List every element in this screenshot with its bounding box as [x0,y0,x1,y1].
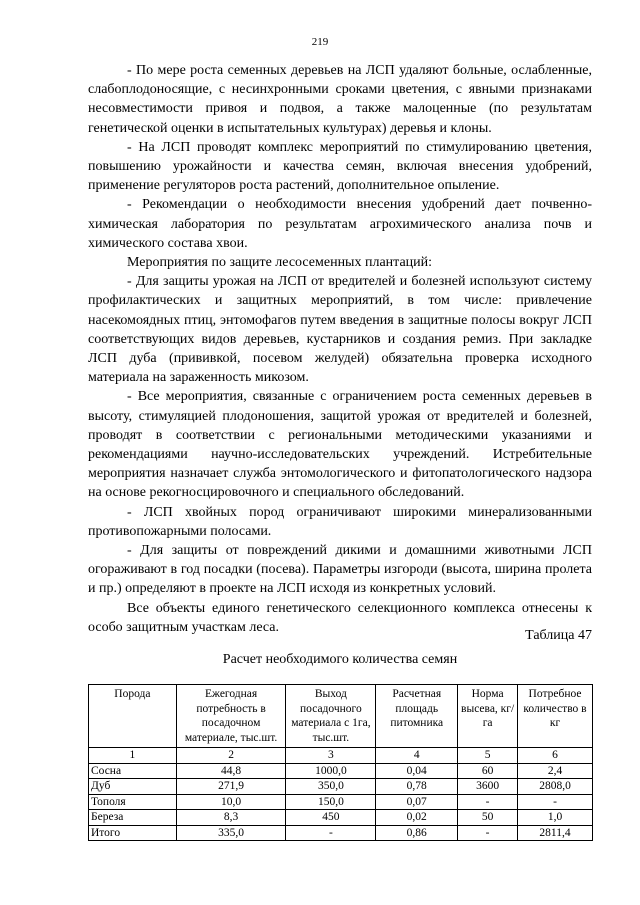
table-cell: 450 [286,810,376,826]
section-heading: Мероприятия по защите лесосеменных плантаций: [127,255,433,271]
paragraph: - Для защиты от повреждений дикими и домашними животными ЛСП огораживают в год посадки (посева). Параметры изгороди (высота, ширина пролета и пр.) определяют в проекте на ЛСП исходя из конкретных условий. [88,543,592,597]
paragraph: - Все мероприятия, связанные с ограничением роста семенных деревьев в высоту, стимуляцией плодоношения, защитой урожая от вредителей и болезней, проводят в соответствии с региональными методическими указаниями и рекомендациями научно-исследовательских учреждений. Истребительные мероприятия назначает служба энтомологического и фитопатологического надзора на основе рекогносцировочного и специального обследований. [88,389,592,501]
column-header: Расчетная площадь питомника [376,685,458,748]
table-title: Расчет необходимого количества семян [222,652,458,667]
table-cell: 0,04 [376,763,458,779]
table-cell: - [518,794,593,810]
table-cell: 44,8 [176,763,286,779]
column-number: 1 [89,748,177,764]
species-cell: Итого [89,825,177,841]
table-row [89,810,593,826]
column-number: 6 [518,748,593,764]
paragraph: - По мере роста семенных деревьев на ЛСП удаляют больные, ослабленные, слабоплодоносящие, с несинхронными сроками цветения, с явными признаками несовместимости привоя и подвоя, а также малоценные (по результатам генетической оценки в испытательных культурах) деревья и клоны. [88,63,592,136]
table-cell: 2811,4 [518,825,593,841]
paragraph: - Рекомендации о необходимости внесения удобрений дает почвенно-химическая лаборатория по результатам агрохимического анализа почв и химического состава хвои. [88,197,592,251]
table-cell: 350,0 [286,779,376,795]
column-number: 4 [376,748,458,764]
species-cell: Дуб [89,779,177,795]
paragraph: - На ЛСП проводят комплекс мероприятий по стимулированию цветения, повышению урожайности и качества семян, включая внесения удобрений, применение регуляторов роста растений, дополнительное опыление. [88,139,592,194]
species-cell: Сосна [89,763,177,779]
column-header: Потребное количество в кг [518,685,593,748]
table-header-row [89,685,593,748]
table-row [89,779,593,795]
paragraph: Все объекты единого генетического селекционного комплекса отнесены к особо защитным участкам леса. [88,600,592,635]
column-header: Порода [89,685,177,748]
table-cell: 60 [458,763,518,779]
table-cell: 335,0 [176,825,286,841]
body-text [88,61,592,637]
table-cell: 0,07 [376,794,458,810]
table-cell: - [458,794,518,810]
table-cell: 2,4 [518,763,593,779]
table-cell: 10,0 [176,794,286,810]
paragraph: - ЛСП хвойных пород ограничивают широкими минерализованными противопожарными полосами. [88,504,592,539]
total-row [89,825,593,841]
seed-calculation-table [88,684,593,841]
table-cell: 8,3 [176,810,286,826]
table-cell: 3600 [458,779,518,795]
column-number: 5 [458,748,518,764]
table-label: Таблица 47 [525,628,592,643]
table-row [89,794,593,810]
table-cell: 2808,0 [518,779,593,795]
table-cell: 1,0 [518,810,593,826]
table-cell: 0,02 [376,810,458,826]
column-number-row [89,748,593,764]
species-cell: Тополя [89,794,177,810]
table-cell: 1000,0 [286,763,376,779]
column-number: 3 [286,748,376,764]
column-number: 2 [176,748,286,764]
paragraph: - Для защиты урожая на ЛСП от вредителей и болезней используют систему профилактических и защитных мероприятий, в том числе: привлечение насекомоядных птиц, энтомофагов путем введения в защитные полосы вокруг ЛСП соответствующих видов деревьев, кустарников и создания ремиз. При закладке ЛСП дуба (прививкой, посевом желудей) обязательна проверка исходного материала на зараженность микозом. [88,274,592,386]
table-cell: 271,9 [176,779,286,795]
table-cell: - [458,825,518,841]
page-number: 219 [311,36,329,48]
table-cell: 150,0 [286,794,376,810]
column-header: Выход посадочного материала с 1га, тыс.шт. [286,685,376,748]
column-header: Ежегодная потребность в посадочном материале, тыс.шт. [176,685,286,748]
table-row [89,763,593,779]
table-cell: 0,78 [376,779,458,795]
table-cell: 50 [458,810,518,826]
species-cell: Береза [89,810,177,826]
column-header: Норма высева, кг/га [458,685,518,748]
table-cell: 0,86 [376,825,458,841]
table-cell: - [286,825,376,841]
